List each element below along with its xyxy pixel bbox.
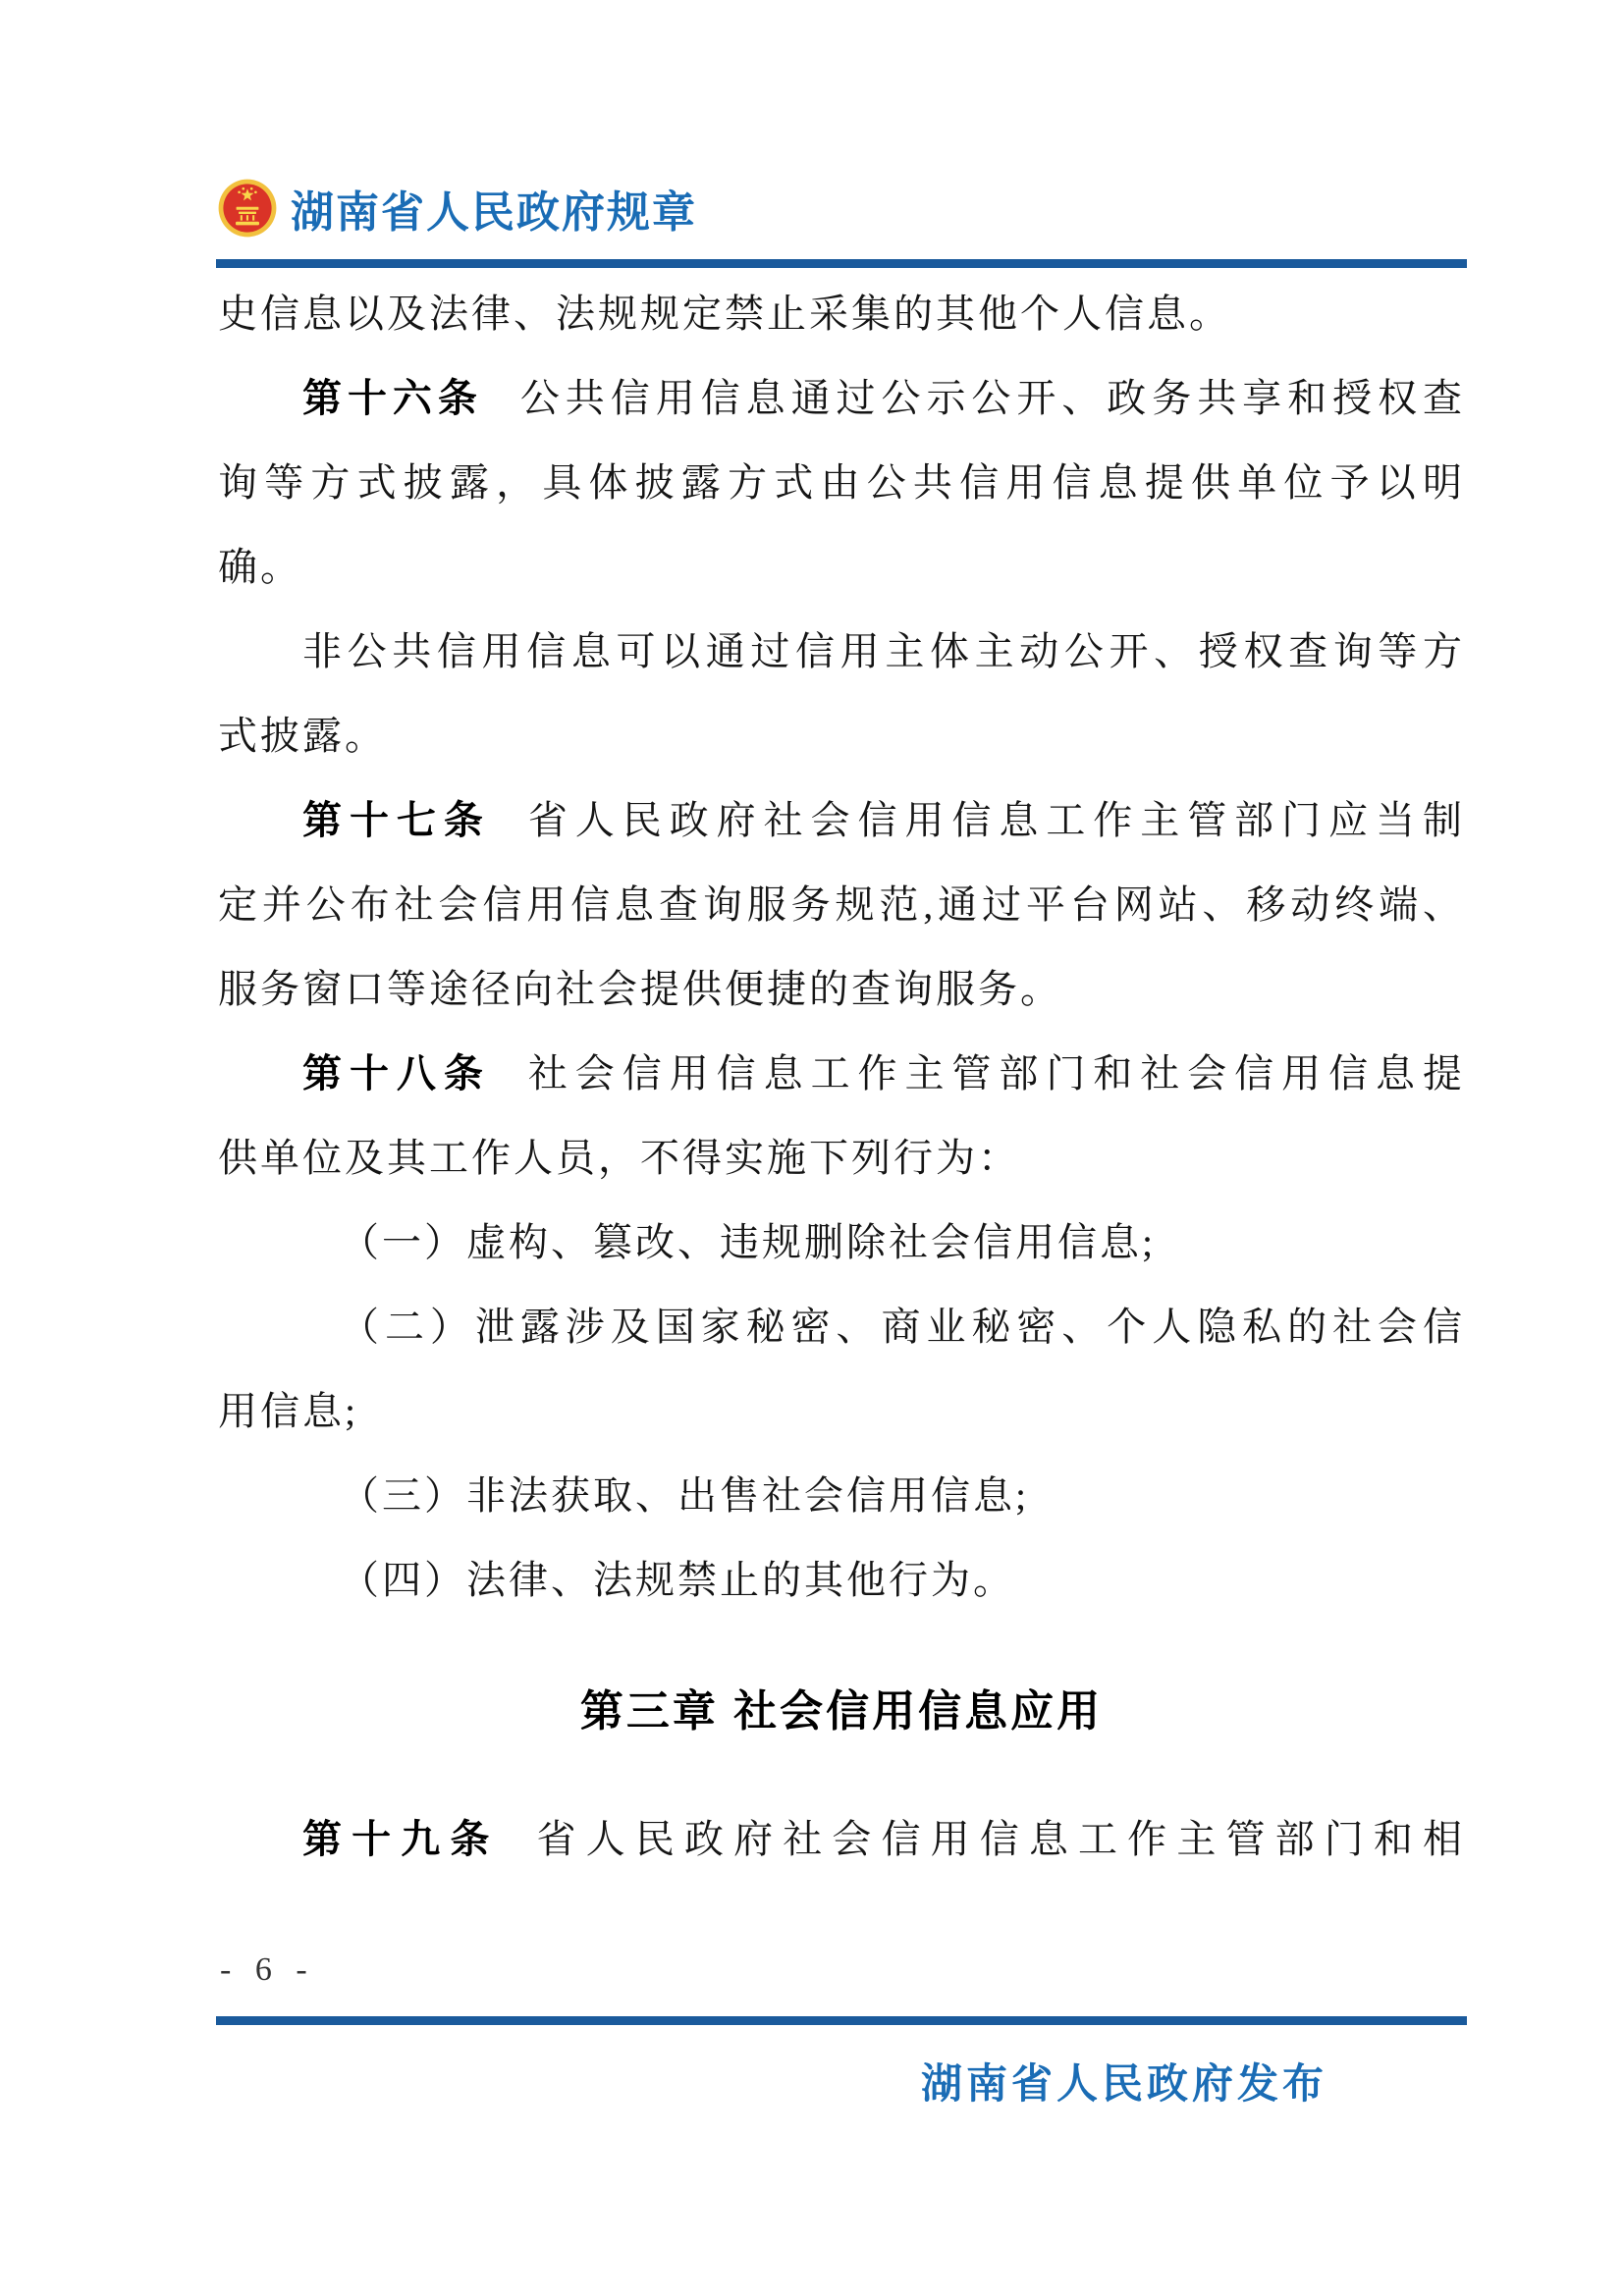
text-line [218, 525, 1465, 610]
national-emblem-icon [218, 179, 277, 238]
page-title: 湖南省人民政府规章 [291, 188, 697, 237]
line-text: 供单位及其工作人员，不得实施下列行为： [218, 1136, 1020, 1180]
chapter-heading [218, 1670, 1465, 1754]
publisher-label: 湖南省人民政府发布 [920, 2060, 1327, 2107]
line-text: 省人民政府社会信用信息工作主管部门和相 [536, 1817, 1466, 1861]
text-line [218, 1454, 1465, 1538]
page-number: - 6 - [220, 1951, 315, 1988]
line-text: （三）非法获取、出售社会信用信息; [340, 1473, 1030, 1518]
text-line [218, 1201, 1465, 1285]
text-line [218, 1797, 1465, 1882]
text-line [218, 610, 1465, 694]
text-line [218, 272, 1465, 356]
line-text: （一）虚构、篡改、违规删除社会信用信息; [340, 1220, 1157, 1264]
line-text: 公共信用信息通过公示公开、政务共享和授权查 [519, 376, 1466, 420]
line-text: 式披露。 [218, 714, 387, 758]
document-body [218, 272, 1465, 1882]
text-line [218, 1032, 1465, 1116]
article-number: 第十七条 [302, 799, 491, 842]
text-line [218, 947, 1465, 1032]
text-line [218, 441, 1465, 525]
line-text: 用信息; [218, 1389, 359, 1433]
text-line [218, 1538, 1465, 1623]
line-text: 非公共信用信息可以通过信用主体主动公开、授权查询等方 [302, 629, 1465, 673]
line-text: （四）法律、法规禁止的其他行为。 [340, 1558, 1015, 1602]
text-line [218, 1285, 1465, 1369]
text-line [218, 356, 1465, 441]
line-text: （二）泄露涉及国家秘密、商业秘密、个人隐私的社会信 [340, 1305, 1465, 1349]
line-text: 史信息以及法律、法规规定禁止采集的其他个人信息。 [218, 292, 1231, 336]
line-text: 定并公布社会信用信息查询服务规范,通过平台网站、移动终端、 [218, 882, 1465, 927]
text-line [218, 1369, 1465, 1454]
text-line [218, 778, 1465, 863]
page-header [218, 177, 697, 240]
footer-divider [216, 2016, 1467, 2025]
line-text: 询等方式披露，具体披露方式由公共信用信息提供单位予以明 [218, 460, 1465, 505]
line-text: 第三章 社会信用信息应用 [579, 1687, 1104, 1735]
line-text: 确。 [218, 545, 302, 589]
article-number: 第十九条 [302, 1818, 500, 1861]
text-line [218, 863, 1465, 947]
text-line [218, 1116, 1465, 1201]
text-line [218, 694, 1465, 778]
line-text: 省人民政府社会信用信息工作主管部门应当制 [527, 798, 1466, 842]
article-number: 第十六条 [302, 377, 483, 420]
line-text: 服务窗口等途径向社会提供便捷的查询服务。 [218, 967, 1062, 1011]
article-number: 第十八条 [302, 1052, 491, 1095]
line-text: 社会信用信息工作主管部门和社会信用信息提 [527, 1051, 1466, 1095]
header-divider [216, 259, 1467, 268]
